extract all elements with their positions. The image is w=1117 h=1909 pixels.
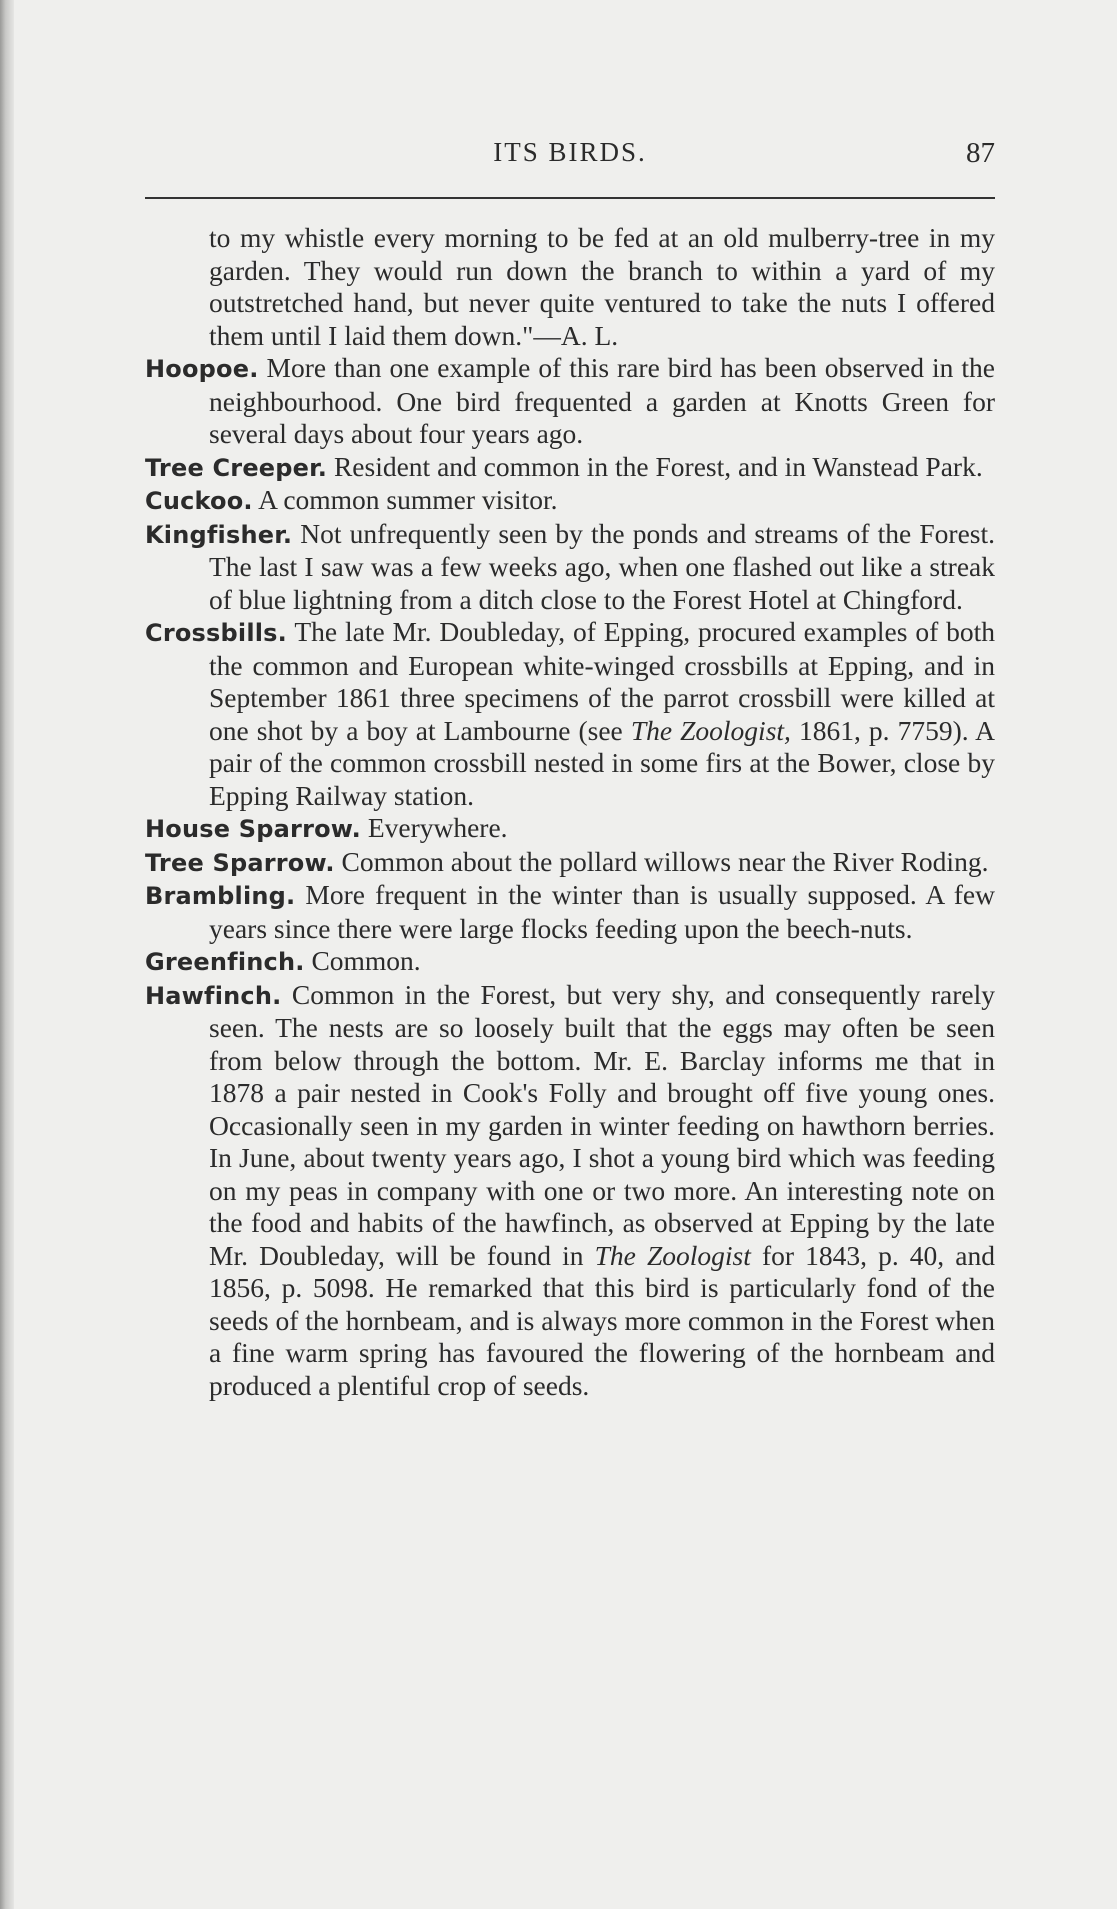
citation-title: The Zoologist — [594, 1239, 751, 1271]
entry-tree-sparrow — [145, 846, 995, 880]
entry-text: A common summer visitor. — [252, 484, 558, 515]
entry-tree-creeper — [145, 451, 995, 485]
entry-house-sparrow — [145, 812, 995, 846]
continuation-paragraph: to my whistle every morning to be fed at an old mulberry-tree in my garden. They would run down the branch to within a yard of my outstretched hand, but never quite ventured to take the nuts I offered them until I laid them down."—A. L. — [209, 222, 995, 351]
entry-name: Cuckoo. — [145, 487, 253, 515]
entry-text: Not unfrequently seen by the ponds and streams of the Forest. The last I saw was a few weeks ago, when one flashed out like a streak of blue lightning from a ditch close to the Forest Hotel at Chingford. — [209, 517, 995, 615]
entry-text: Common about the pollard willows near the River Roding. — [334, 845, 989, 877]
entry-hoopoe — [145, 352, 995, 451]
entry-kingfisher — [145, 518, 995, 617]
citation-title: The Zoologist, — [630, 714, 791, 746]
page-body — [145, 222, 995, 1402]
entry-text: Common. — [304, 945, 421, 976]
entry-name: House Sparrow. — [145, 815, 361, 843]
entry-name: Greenfinch. — [145, 948, 305, 976]
entry-hawfinch — [145, 979, 995, 1403]
entry-text: More than one example of this rare bird has been observed in the neighbourhood. One bird frequented a garden at Knotts Green for several days about four years ago. — [209, 352, 995, 449]
entry-text: 1861, p. 7759). A pair of the common crossbill nested in some firs at the Bower, close by Epping Railway station. — [209, 714, 996, 811]
page-number: 87 — [966, 137, 995, 169]
entry-name: Brambling. — [145, 882, 296, 910]
entry-name: Hawfinch. — [145, 981, 282, 1010]
entry-greenfinch — [145, 945, 995, 979]
page-header — [145, 133, 995, 175]
header-rule — [145, 197, 995, 199]
entry-name: Crossbills. — [145, 619, 287, 647]
entry-name: Tree Creeper. — [145, 453, 328, 482]
entry-text: More frequent in the winter than is usually supposed. A few years since there were large flocks feeding upon the beech-nuts. — [209, 879, 995, 944]
entry-text: Everywhere. — [360, 812, 508, 843]
entry-brambling — [145, 879, 995, 945]
entry-crossbills — [145, 616, 995, 812]
entry-text: Resident and common in the Forest, and in Wanstead Park. — [327, 450, 983, 482]
running-head: ITS BIRDS. — [493, 137, 647, 167]
entry-name: Kingfisher. — [145, 520, 293, 549]
entry-name: Tree Sparrow. — [145, 848, 335, 877]
entry-cuckoo — [145, 484, 995, 518]
entry-name: Hoopoe. — [145, 355, 259, 383]
entry-text: for 1843, p. 40, and 1856, p. 5098. He remarked that this bird is particularly fond of the seeds of the hornbeam, and is always more common in the Forest when a fine warm spring has favoured the flowering of the hornbeam and produced a plentiful crop of seeds. — [209, 1239, 995, 1401]
entry-text: The late Mr. Doubleday, of Epping, procured examples of both the common and European white-winged crossbills at Epping, and in September 1861 three specimens of the parrot crossbill were killed at one shot by a boy at Lambourne (see — [209, 616, 995, 746]
entry-text: Common in the Forest, but very shy, and consequently rarely seen. The nests are so loosely built that the eggs may often be seen from below through the bottom. Mr. E. Barclay informs me that in 1878 a pair nested in Cook's Folly and brought off five young ones. Occasionally seen in my garden in winter feeding on hawthorn berries. In June, about twenty years ago, I shot a young bird which was feeding on my peas in company with one or two more. An interesting note on the food and habits of the hawfinch, as observed at Epping by the late Mr. Doubleday, will be found in — [209, 978, 995, 1271]
